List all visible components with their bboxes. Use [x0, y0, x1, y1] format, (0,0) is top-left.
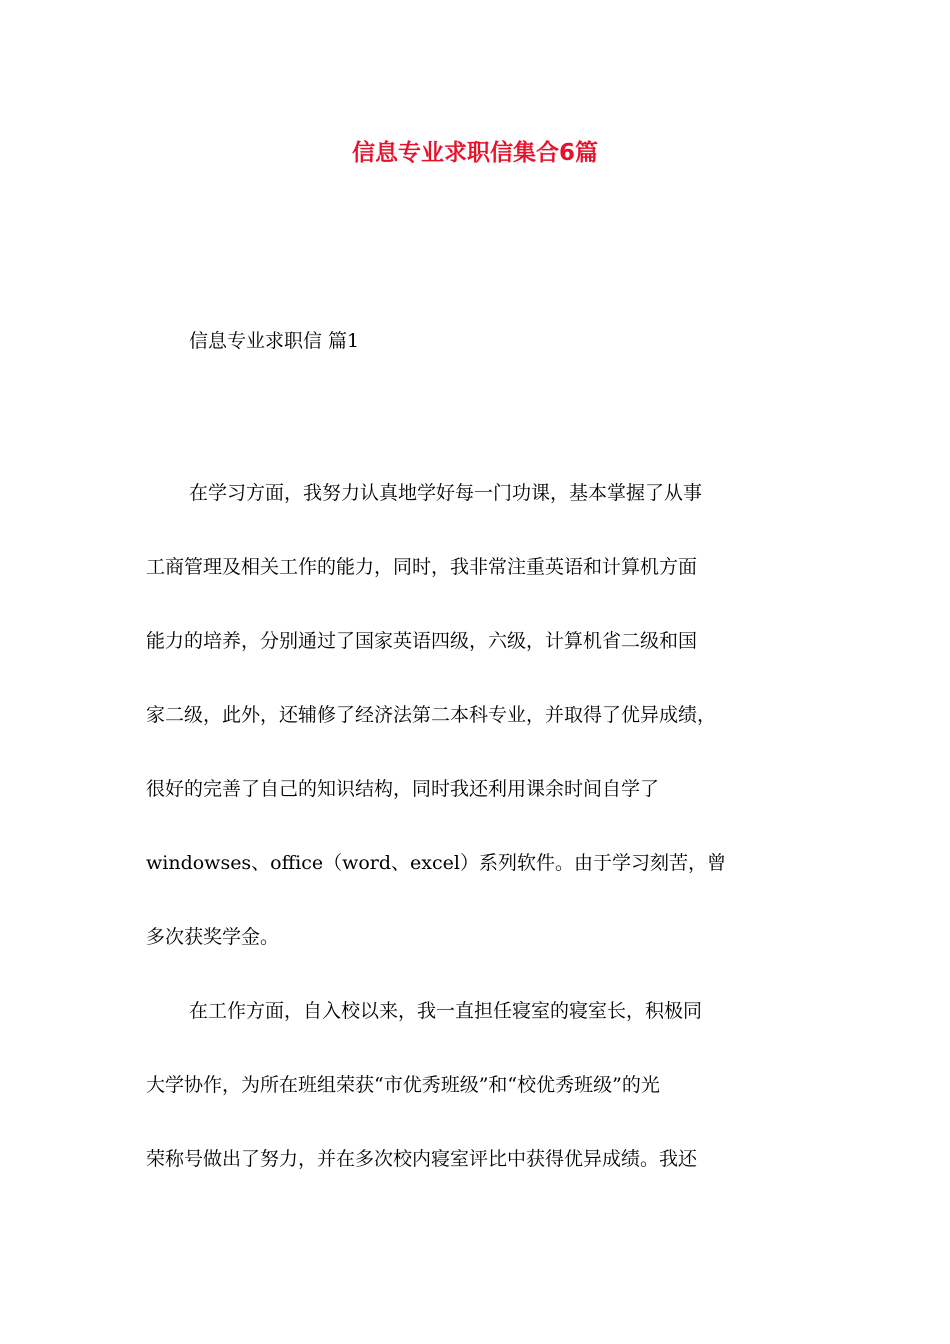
paragraph-1-line-2: 工商管理及相关工作的能力，同时，我非常注重英语和计算机方面 — [146, 556, 698, 578]
paragraph-1-line-5: 很好的完善了自己的知识结构，同时我还利用课余时间自学了 — [146, 778, 660, 800]
paragraph-2-line-3: 荣称号做出了努力，并在多次校内寝室评比中获得优异成绩。我还 — [146, 1148, 698, 1170]
paragraph-1-line-4: 家二级，此外，还辅修了经济法第二本科专业，并取得了优异成绩， — [146, 704, 717, 726]
paragraph-1-line-6: windowses、office（word、excel）系列软件。由于学习刻苦，曾 — [146, 852, 726, 874]
document-title: 信息专业求职信集合6篇 — [351, 140, 598, 166]
paragraph-1-line-7: 多次获奖学金。 — [146, 926, 280, 948]
paragraph-1-line-1: 在学习方面，我努力认真地学好每一门功课，基本掌握了从事 — [189, 482, 703, 504]
paragraph-2-line-2: 大学协作，为所在班组荣获“市优秀班级”和“校优秀班级”的光 — [146, 1074, 660, 1096]
paragraph-2-line-1: 在工作方面，自入校以来，我一直担任寝室的寝室长，积极同 — [189, 1000, 703, 1022]
paragraph-1-line-3: 能力的培养，分别通过了国家英语四级，六级，计算机省二级和国 — [146, 630, 698, 652]
section-heading: 信息专业求职信 篇1 — [189, 330, 360, 352]
